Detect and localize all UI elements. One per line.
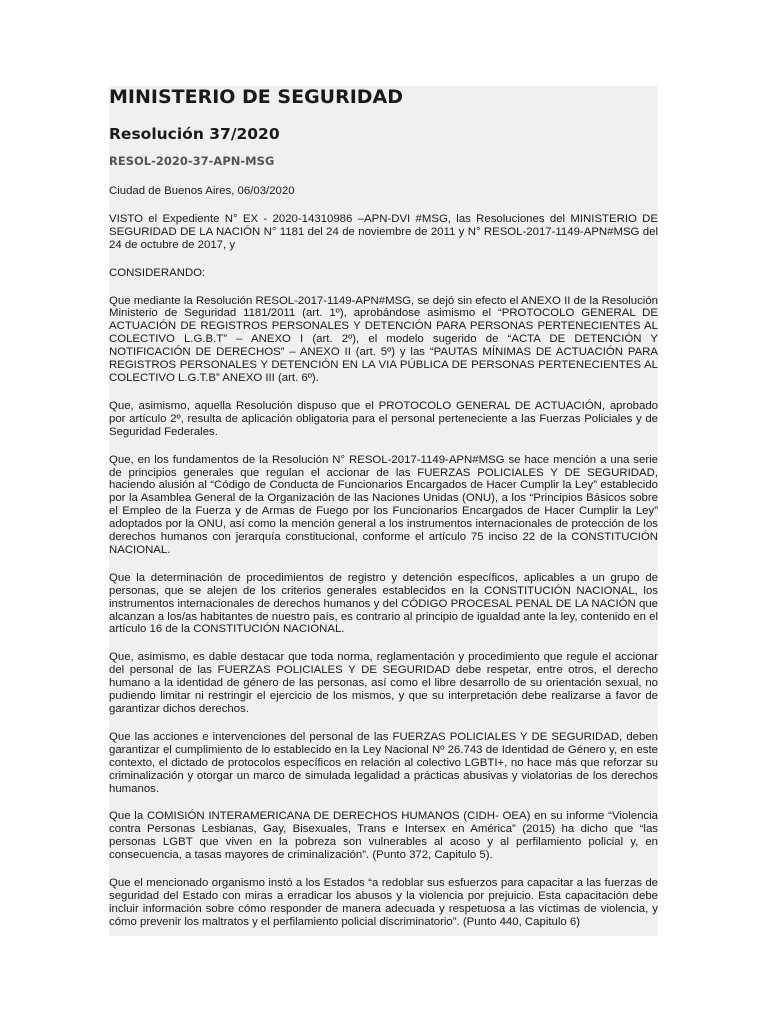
paragraph: Que mediante la Resolución RESOL-2017-1149-APN#MSG, se dejó sin efecto el ANEXO II de la Resolución Ministerio de Seguridad 1181/2011 (art. 1º), aprobándose asimismo el “PROTOCOLO GENERAL DE ACTUACIÓN DE REGISTROS PERSONALES Y DETENCIÓN PARA PERSONAS PERTENECIENTES AL COLECTIVO L.G.B.T” – ANEXO I (art. 2º), el modelo sugerido de “ACTA DE DETENCIÓN Y NOTIFICACIÓN DE DERECHOS” – ANEXO II (art. 5º) y las “PAUTAS MÍNIMAS DE ACTUACIÓN PARA REGISTROS PERSONALES Y DETENCIÓN EN LA VIA PÚBLICA DE PERSONAS PERTENECIENTES AL COLECTIVO L.G.T.B” ANEXO III (art. 6º). xyxy=(109,294,658,384)
resolution-code: RESOL-2020-37-APN-MSG xyxy=(109,154,275,168)
paragraph: Que, en los fundamentos de la Resolución N° RESOL-2017-1149-APN#MSG se hace mención a una serie de principios generales que regulan el accionar de las FUERZAS POLICIALES Y DE SEGURIDAD, haciendo alusión al “Código de Conducta de Funcionarios Encargados de Hacer Cumplir la Ley” establecido por la Asamblea General de la Organización de las Naciones Unidas (ONU), a los “Principios Básicos sobre el Empleo de la Fuerza y de Armas de Fuego por los Funcionarios Encargados de Hacer Cumplir la Ley” adoptados por la ONU, así como la mención general a los instrumentos internacionales de protección de los derechos humanos con jerarquía constitucional, conforme el artículo 75 inciso 22 de la CONSTITUCIÓN NACIONAL. xyxy=(109,453,658,556)
paragraph: Que, asimismo, aquella Resolución dispuso que el PROTOCOLO GENERAL DE ACTUACIÓN, aprobado por artículo 2º, resulta de aplicación obligatoria para el personal perteneciente a las Fuerzas Policiales y de Seguridad Federales. xyxy=(109,399,658,438)
paragraph: Que la determinación de procedimientos de registro y detención específicos, aplicables a un grupo de personas, que se alejen de los criterios generales establecidos en la CONSTITUCIÓN NACIONAL, los instrumentos internacionales de derechos humanos y del CÓDIGO PROCESAL PENAL DE LA NACIÓN que alcanzan a los/as habitantes de nuestro país, es contrario al principio de igualdad ante la ley, contenido en el artículo 16 de la CONSTITUCIÓN NACIONAL. xyxy=(109,571,658,636)
city-date: Ciudad de Buenos Aires, 06/03/2020 xyxy=(109,185,295,197)
ministry-title: MINISTERIO DE SEGURIDAD xyxy=(109,86,404,108)
resolution-title: Resolución 37/2020 xyxy=(109,125,280,143)
visto-paragraph: VISTO el Expediente N° EX - 2020-14310986 –APN-DVI #MSG, las Resoluciones del MINISTERIO DE SEGURIDAD DE LA NACIÓN N° 1181 del 24 de noviembre de 2011 y N° RESOL-2017-1149-APN#MSG del 24 de octubre de 2017, y xyxy=(109,212,658,251)
document-page xyxy=(109,86,658,936)
considerando-heading: CONSIDERANDO: xyxy=(109,266,206,279)
paragraph: Que el mencionado organismo instó a los Estados “a redoblar sus esfuerzos para capacitar a las fuerzas de seguridad del Estado con miras a erradicar los abusos y la violencia por prejuicio. Esta capacitación debe incluir información sobre cómo responder de manera adecuada y respetuosa a las víctimas de violencia, y cómo prevenir los maltratos y el perfilamiento policial discriminatorio”. (Punto 440, Capitulo 6) xyxy=(109,877,658,928)
paragraph: Que, asimismo, es dable destacar que toda norma, reglamentación y procedimiento que regule el accionar del personal de las FUERZAS POLICIALES Y DE SEGURIDAD debe respetar, entre otros, el derecho humano a la identidad de género de las personas, así como el libre desarrollo de su orientación sexual, no pudiendo limitar ni restringir el ejercicio de los mismos, y que su interpretación debe realizarse a favor de garantizar dichos derechos. xyxy=(109,651,658,715)
paragraph: Que las acciones e intervenciones del personal de las FUERZAS POLICIALES Y DE SEGURIDAD, deben garantizar el cumplimiento de lo establecido en la Ley Nacional Nº 26.743 de Identidad de Género y, en este contexto, el dictado de protocolos específicos en relación al colectivo LGBTI+, no hace más que reforzar su criminalización y otorgar un marco de simulada legalidad a prácticas abusivas y violatorias de los derechos humanos. xyxy=(109,730,658,795)
paragraph: Que la COMISIÓN INTERAMERICANA DE DERECHOS HUMANOS (CIDH- OEA) en su informe “Violencia contra Personas Lesbianas, Gay, Bisexuales, Trans e Intersex en América” (2015) ha dicho que “las personas LGBT que viven en la pobreza son vulnerables al acoso y al perfilamiento policial y, en consecuencia, a tasas mayores de criminalización”. (Punto 372, Capitulo 5). xyxy=(109,810,658,862)
